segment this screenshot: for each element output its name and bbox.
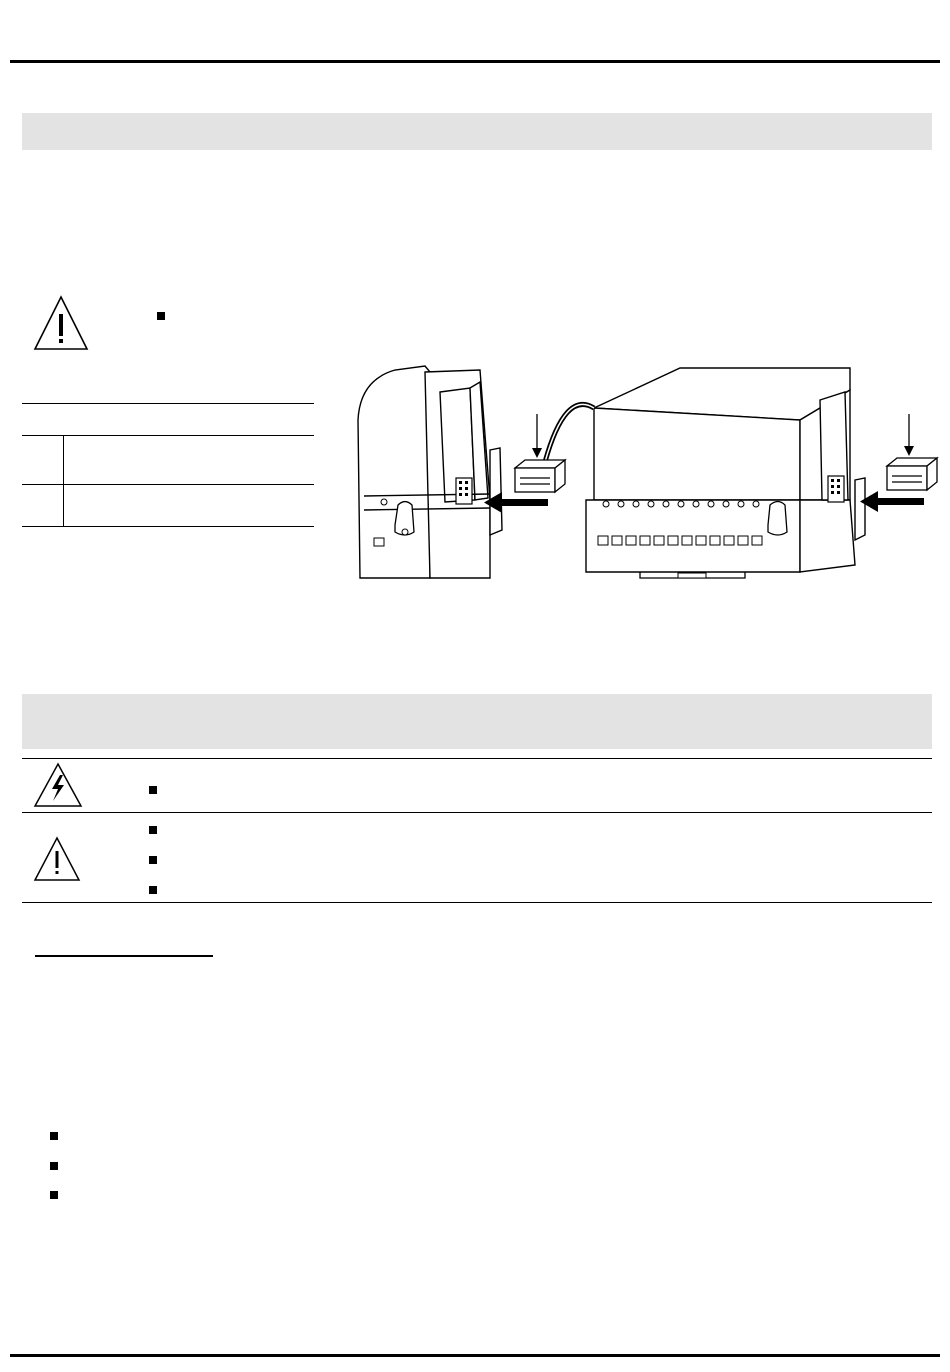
safety-table-rule-top (22, 758, 932, 759)
caution-bullet (149, 856, 157, 864)
warning-triangle-icon (33, 836, 81, 882)
caution-bullet (149, 826, 157, 834)
safety-table-rule-bottom (22, 902, 932, 903)
caution-bullet (157, 312, 165, 320)
insert-arrow-icon (532, 414, 542, 458)
header-rule (10, 60, 940, 63)
footer-rule (10, 1354, 940, 1357)
insert-arrow-icon (904, 414, 914, 456)
table-rule (22, 484, 314, 485)
caution-bullet (149, 886, 157, 894)
list-bullet (50, 1191, 58, 1199)
bus-connector-plug-icon (515, 460, 565, 492)
safety-table-rule (22, 812, 932, 813)
bus-connector-plug-icon (887, 458, 937, 490)
list-bullet (50, 1162, 58, 1170)
section-heading-band (22, 113, 932, 150)
table-rule-bottom (22, 526, 314, 527)
subheading-underline (35, 955, 213, 957)
electric-shock-triangle-icon (33, 762, 83, 808)
table-rule (22, 435, 314, 436)
table-column-divider (63, 435, 64, 526)
warning-triangle-icon (32, 294, 90, 352)
section-heading-band (22, 694, 932, 749)
press-arrow-icon (860, 491, 924, 512)
module-assembly-figure (350, 360, 940, 590)
list-bullet (50, 1132, 58, 1140)
hazard-bullet (149, 786, 157, 794)
table-rule-top (22, 403, 314, 404)
